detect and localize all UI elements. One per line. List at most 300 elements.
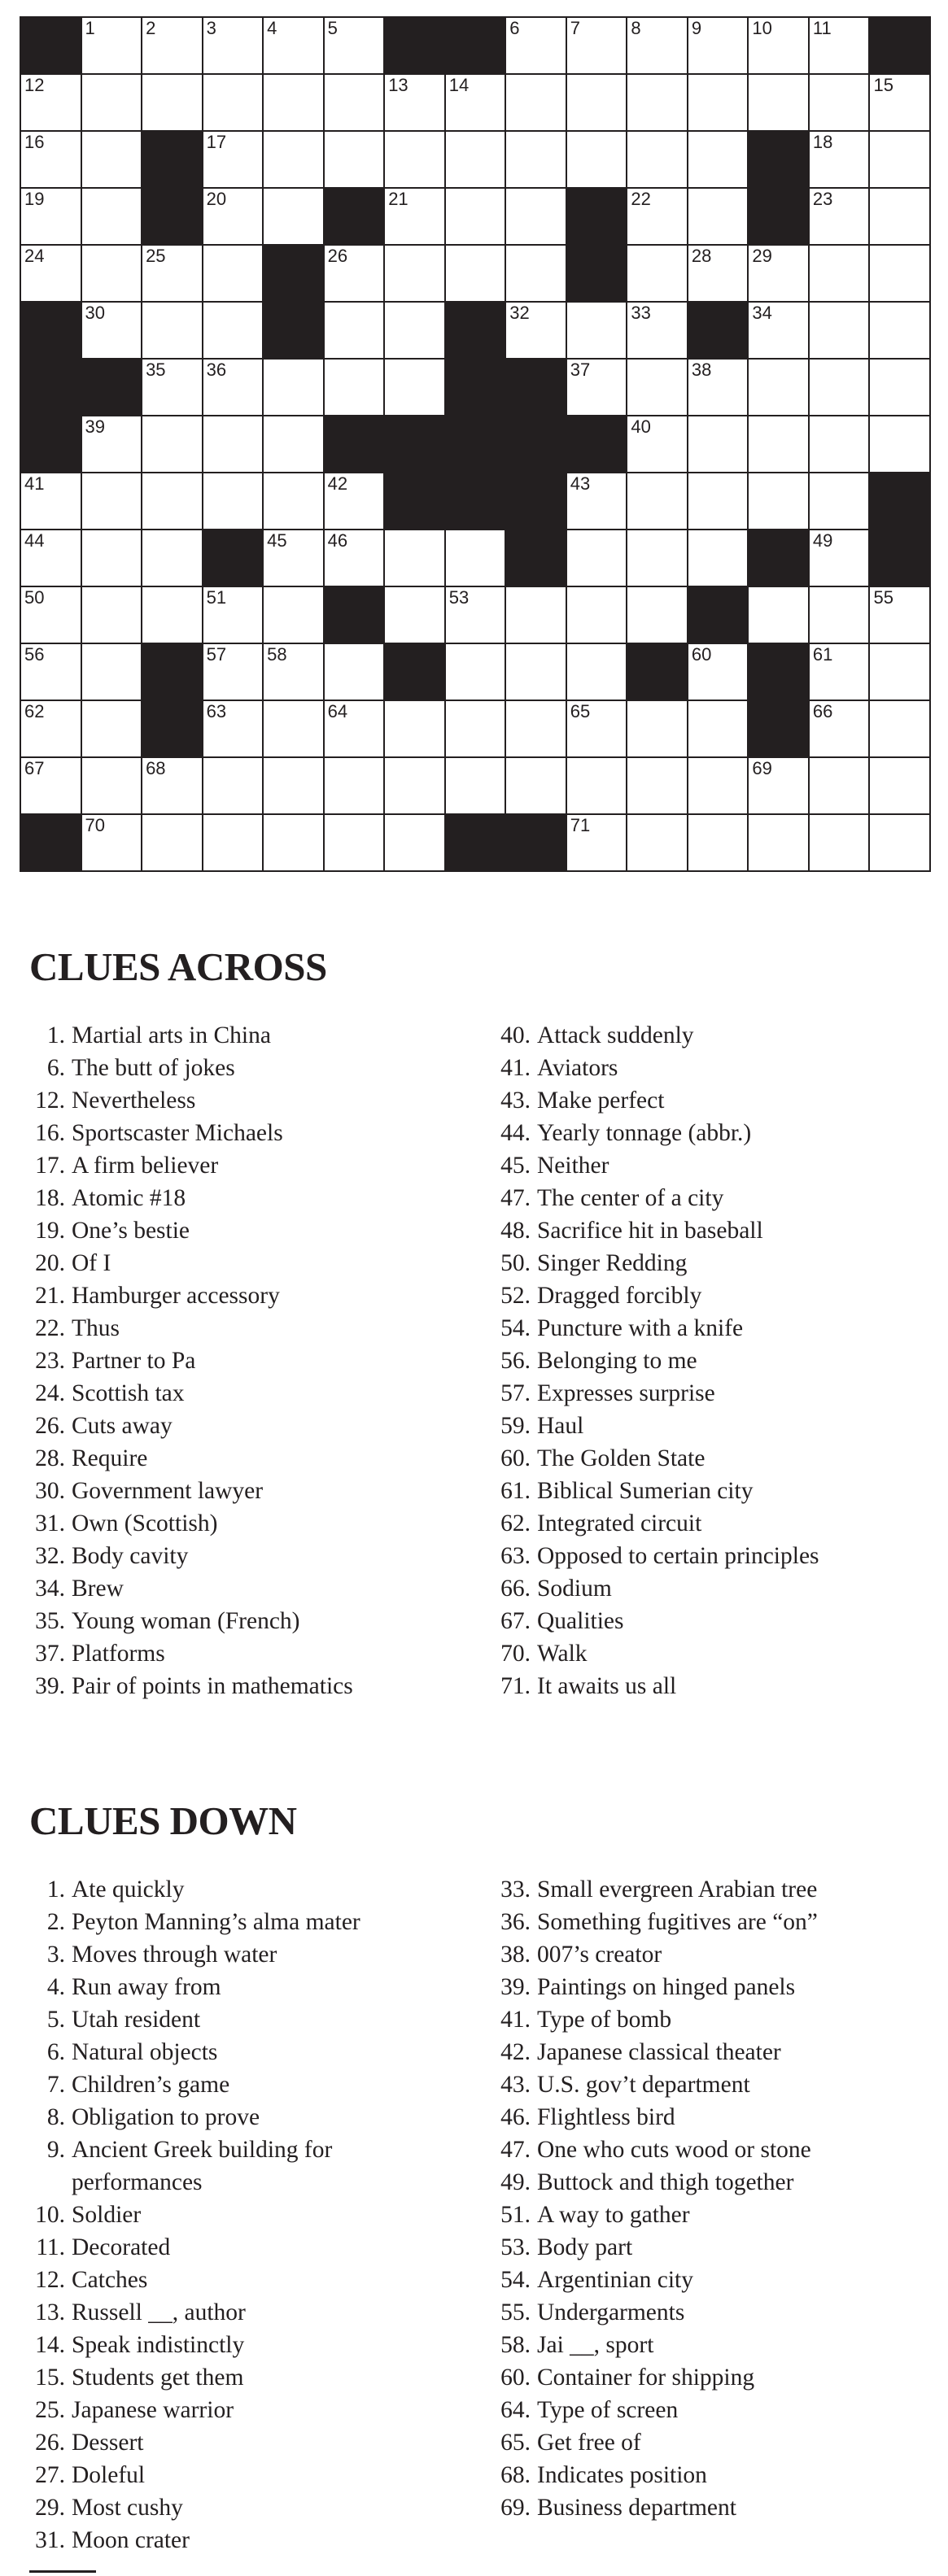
grid-cell[interactable] (567, 815, 627, 870)
clue-item[interactable] (29, 2524, 485, 2556)
grid-cell[interactable] (688, 644, 748, 700)
grid-cell[interactable] (142, 303, 202, 358)
grid-cell[interactable] (627, 758, 687, 813)
grid-cell[interactable] (82, 246, 142, 301)
grid-cell[interactable] (325, 246, 384, 301)
grid-cell[interactable] (870, 416, 929, 472)
clue-item[interactable] (29, 1345, 485, 1377)
grid-cell[interactable] (810, 189, 869, 244)
grid-cell[interactable] (810, 75, 869, 130)
grid-cell[interactable] (385, 758, 444, 813)
grid-cell[interactable] (325, 644, 384, 700)
grid-cell[interactable] (446, 587, 505, 643)
grid-cell[interactable] (385, 360, 444, 415)
grid-cell[interactable] (749, 303, 808, 358)
grid-cell[interactable] (688, 815, 748, 870)
clue-number: 6. (46, 1055, 65, 1081)
clue-item[interactable] (495, 1279, 948, 1312)
grid-cell[interactable] (203, 18, 263, 73)
grid-cell[interactable] (82, 416, 142, 472)
grid-cell[interactable] (264, 815, 323, 870)
cell-number: 60 (691, 644, 712, 665)
grid-cell[interactable] (810, 246, 869, 301)
clue-item[interactable] (29, 1149, 485, 1182)
grid-cell[interactable] (446, 644, 505, 700)
clue-number: 41. (500, 1055, 531, 1081)
clue-item[interactable] (495, 1149, 948, 1182)
grid-cell[interactable] (749, 416, 808, 472)
clue-item[interactable] (495, 1605, 948, 1637)
grid-cell[interactable] (870, 132, 929, 187)
grid-cell[interactable] (82, 189, 142, 244)
clue-item[interactable] (29, 2329, 485, 2361)
clue-item[interactable] (495, 2394, 948, 2426)
grid-cell[interactable] (567, 75, 627, 130)
grid-cell[interactable] (385, 701, 444, 756)
grid-cell[interactable] (264, 189, 323, 244)
clue-item[interactable] (495, 2036, 948, 2068)
clue-item[interactable] (29, 1873, 485, 1906)
grid-cell[interactable] (627, 587, 687, 643)
grid-cell[interactable] (325, 473, 384, 529)
grid-cell[interactable] (627, 18, 687, 73)
clue-number: 11. (36, 2234, 65, 2260)
cell-number: 45 (267, 530, 287, 551)
grid-cell[interactable] (567, 587, 627, 643)
clue-item[interactable] (495, 1873, 948, 1906)
clue-item[interactable] (495, 1410, 948, 1442)
grid-cell[interactable] (567, 473, 627, 529)
grid-cell[interactable] (870, 189, 929, 244)
grid-cell[interactable] (749, 815, 808, 870)
grid-cell[interactable] (870, 587, 929, 643)
grid-cell[interactable] (142, 815, 202, 870)
grid-cell[interactable] (627, 815, 687, 870)
clue-item[interactable] (29, 1475, 485, 1507)
grid-cell[interactable] (627, 530, 687, 586)
clue-item[interactable] (29, 2264, 485, 2296)
grid-cell[interactable] (82, 303, 142, 358)
grid-cell[interactable] (203, 189, 263, 244)
grid-cell[interactable] (810, 416, 869, 472)
clue-item[interactable] (29, 2101, 485, 2134)
grid-cell[interactable] (506, 587, 566, 643)
clue-text: Russell __, author (72, 2299, 246, 2325)
grid-cell[interactable] (325, 132, 384, 187)
grid-cell[interactable] (142, 587, 202, 643)
grid-cell[interactable] (325, 303, 384, 358)
grid-cell[interactable] (627, 473, 687, 529)
clue-item[interactable] (495, 1345, 948, 1377)
clue-item[interactable] (495, 1906, 948, 1938)
grid-cell[interactable] (810, 587, 869, 643)
clue-text: It awaits us all (537, 1673, 677, 1699)
grid-cell[interactable] (688, 75, 748, 130)
grid-cell[interactable] (749, 18, 808, 73)
clue-item[interactable] (29, 1540, 485, 1572)
grid-cell[interactable] (749, 246, 808, 301)
clue-text: Utah resident (72, 2007, 201, 2033)
clue-item[interactable] (495, 1214, 948, 1247)
grid-cell[interactable] (506, 644, 566, 700)
clue-number: 60. (500, 1445, 531, 1471)
grid-cell[interactable] (688, 132, 748, 187)
grid-cell[interactable] (506, 246, 566, 301)
grid-cell[interactable] (203, 758, 263, 813)
grid-cell[interactable] (749, 473, 808, 529)
grid-cell[interactable] (203, 75, 263, 130)
clue-text: Aviators (537, 1055, 618, 1081)
grid-cell[interactable] (385, 530, 444, 586)
grid-cell[interactable] (870, 758, 929, 813)
clue-item[interactable] (495, 1507, 948, 1540)
clue-item[interactable] (495, 1247, 948, 1279)
clue-item[interactable] (495, 2491, 948, 2524)
clue-text: Cuts away (72, 1413, 173, 1439)
clue-item[interactable] (29, 1410, 485, 1442)
grid-cell[interactable] (567, 18, 627, 73)
grid-cell[interactable] (627, 303, 687, 358)
grid-cell[interactable] (506, 132, 566, 187)
clue-item[interactable] (495, 1540, 948, 1572)
grid-cell[interactable] (82, 75, 142, 130)
grid-cell[interactable] (385, 75, 444, 130)
clue-item[interactable] (29, 1247, 485, 1279)
grid-cell[interactable] (325, 18, 384, 73)
grid-cell[interactable] (506, 758, 566, 813)
grid-cell[interactable] (325, 530, 384, 586)
clue-number: 40. (500, 1022, 531, 1048)
clue-item[interactable] (29, 1084, 485, 1117)
grid-cell[interactable] (870, 701, 929, 756)
cell-number: 36 (206, 360, 227, 380)
clue-item[interactable] (29, 2134, 485, 2199)
clue-item[interactable] (495, 1637, 948, 1670)
clue-number: 55. (500, 2299, 531, 2325)
grid-cell[interactable] (506, 303, 566, 358)
grid-cell[interactable] (21, 701, 81, 756)
cell-number: 55 (873, 587, 893, 608)
clue-item[interactable] (495, 2199, 948, 2231)
grid-cell[interactable] (688, 473, 748, 529)
grid-cell[interactable] (688, 360, 748, 415)
grid-cell[interactable] (446, 189, 505, 244)
grid-cell[interactable] (385, 303, 444, 358)
grid-cell[interactable] (203, 416, 263, 472)
clue-number: 58. (500, 2332, 531, 2358)
grid-cell[interactable] (142, 530, 202, 586)
grid-cell[interactable] (82, 587, 142, 643)
grid-cell[interactable] (203, 132, 263, 187)
clue-item[interactable] (495, 2166, 948, 2199)
clue-item[interactable] (29, 1117, 485, 1149)
clue-item[interactable] (495, 2134, 948, 2166)
clue-item[interactable] (29, 2491, 485, 2524)
grid-cell[interactable] (264, 360, 323, 415)
grid-cell[interactable] (446, 132, 505, 187)
grid-cell[interactable] (567, 758, 627, 813)
clue-item[interactable] (495, 1670, 948, 1702)
clue-item[interactable] (495, 1442, 948, 1475)
clue-item[interactable] (495, 1084, 948, 1117)
grid-cell[interactable] (325, 701, 384, 756)
grid-cell[interactable] (21, 758, 81, 813)
grid-cell[interactable] (446, 246, 505, 301)
grid-cell[interactable] (506, 701, 566, 756)
grid-cell[interactable] (506, 189, 566, 244)
clue-item[interactable] (495, 1312, 948, 1345)
grid-block (21, 815, 81, 870)
clue-item[interactable] (495, 2068, 948, 2101)
grid-cell[interactable] (749, 75, 808, 130)
clue-item[interactable] (29, 2296, 485, 2329)
clue-item[interactable] (29, 2459, 485, 2491)
cell-number: 38 (691, 360, 712, 380)
grid-cell[interactable] (506, 75, 566, 130)
cell-number: 22 (631, 189, 651, 209)
clue-item[interactable] (29, 1572, 485, 1605)
clue-item[interactable] (495, 1475, 948, 1507)
grid-block (446, 18, 505, 73)
grid-cell[interactable] (688, 758, 748, 813)
clue-item[interactable] (29, 2426, 485, 2459)
clue-item[interactable] (495, 1938, 948, 1971)
clue-item[interactable] (495, 2296, 948, 2329)
grid-cell[interactable] (264, 416, 323, 472)
grid-cell[interactable] (688, 530, 748, 586)
grid-cell[interactable] (21, 587, 81, 643)
grid-cell[interactable] (264, 473, 323, 529)
clue-item[interactable] (29, 1312, 485, 1345)
grid-cell[interactable] (810, 473, 869, 529)
grid-cell[interactable] (567, 644, 627, 700)
grid-cell[interactable] (810, 758, 869, 813)
grid-cell[interactable] (142, 246, 202, 301)
grid-cell[interactable] (627, 132, 687, 187)
grid-cell[interactable] (264, 644, 323, 700)
grid-cell[interactable] (810, 132, 869, 187)
clue-item[interactable] (29, 2361, 485, 2394)
grid-cell[interactable] (446, 701, 505, 756)
grid-cell[interactable] (870, 644, 929, 700)
clue-item[interactable] (29, 1377, 485, 1410)
clue-item[interactable] (495, 1182, 948, 1214)
clue-item[interactable] (29, 2068, 485, 2101)
clues-across-heading: CLUES ACROSS (29, 944, 327, 989)
clue-item[interactable] (29, 2036, 485, 2068)
grid-cell[interactable] (749, 758, 808, 813)
clue-number: 26. (35, 2430, 65, 2456)
grid-block (506, 416, 566, 472)
grid-cell[interactable] (810, 360, 869, 415)
grid-cell[interactable] (82, 18, 142, 73)
grid-cell[interactable] (567, 701, 627, 756)
clue-item[interactable] (29, 1019, 485, 1052)
grid-cell[interactable] (264, 132, 323, 187)
grid-cell[interactable] (203, 587, 263, 643)
grid-cell[interactable] (870, 815, 929, 870)
grid-cell[interactable] (264, 18, 323, 73)
grid-cell[interactable] (264, 75, 323, 130)
grid-cell[interactable] (385, 189, 444, 244)
clue-text: Indicates position (537, 2462, 707, 2488)
clue-item[interactable] (495, 1971, 948, 2003)
grid-cell[interactable] (810, 303, 869, 358)
grid-cell[interactable] (506, 18, 566, 73)
clue-item[interactable] (495, 1019, 948, 1052)
clue-item[interactable] (29, 1279, 485, 1312)
grid-cell[interactable] (567, 303, 627, 358)
grid-cell[interactable] (142, 473, 202, 529)
clue-item[interactable] (29, 2394, 485, 2426)
grid-cell[interactable] (627, 701, 687, 756)
grid-cell[interactable] (82, 701, 142, 756)
grid-cell[interactable] (21, 75, 81, 130)
clue-item[interactable] (29, 1507, 485, 1540)
clue-item[interactable] (495, 1117, 948, 1149)
grid-cell[interactable] (142, 18, 202, 73)
grid-cell[interactable] (203, 303, 263, 358)
clue-item[interactable] (29, 1442, 485, 1475)
grid-cell[interactable] (203, 246, 263, 301)
clue-item[interactable] (29, 1906, 485, 1938)
clue-item[interactable] (495, 2101, 948, 2134)
grid-cell[interactable] (688, 246, 748, 301)
grid-cell[interactable] (203, 701, 263, 756)
grid-cell[interactable] (567, 530, 627, 586)
grid-cell[interactable] (688, 189, 748, 244)
grid-cell[interactable] (385, 246, 444, 301)
grid-cell[interactable] (82, 644, 142, 700)
clue-number: 65. (500, 2430, 531, 2456)
grid-cell[interactable] (264, 701, 323, 756)
grid-cell[interactable] (82, 132, 142, 187)
clue-item[interactable] (495, 2231, 948, 2264)
clue-item[interactable] (495, 2426, 948, 2459)
clue-text: 007’s creator (537, 1942, 662, 1968)
grid-cell[interactable] (749, 360, 808, 415)
grid-cell[interactable] (142, 758, 202, 813)
grid-cell[interactable] (325, 758, 384, 813)
grid-cell[interactable] (385, 132, 444, 187)
grid-cell[interactable] (325, 75, 384, 130)
grid-cell[interactable] (203, 815, 263, 870)
clue-number: 10. (35, 2202, 65, 2228)
grid-cell[interactable] (82, 473, 142, 529)
clue-item[interactable] (29, 2199, 485, 2231)
grid-cell[interactable] (142, 416, 202, 472)
grid-cell[interactable] (870, 303, 929, 358)
grid-cell[interactable] (688, 18, 748, 73)
grid-cell[interactable] (870, 360, 929, 415)
grid-cell[interactable] (264, 530, 323, 586)
grid-block (203, 530, 263, 586)
clue-item[interactable] (495, 2003, 948, 2036)
clue-item[interactable] (29, 1182, 485, 1214)
grid-block (749, 189, 808, 244)
grid-cell[interactable] (21, 530, 81, 586)
clue-number: 41. (500, 2007, 531, 2033)
grid-cell[interactable] (21, 246, 81, 301)
grid-cell[interactable] (264, 587, 323, 643)
grid-cell[interactable] (203, 360, 263, 415)
grid-cell[interactable] (749, 587, 808, 643)
clue-text: Make perfect (537, 1087, 665, 1114)
grid-cell[interactable] (446, 75, 505, 130)
clue-item[interactable] (29, 1938, 485, 1971)
grid-cell[interactable] (203, 473, 263, 529)
clue-item[interactable] (29, 1971, 485, 2003)
grid-cell[interactable] (325, 815, 384, 870)
cell-number: 21 (388, 189, 408, 209)
clue-item[interactable] (495, 1377, 948, 1410)
grid-cell[interactable] (810, 701, 869, 756)
grid-block (567, 246, 627, 301)
grid-cell[interactable] (21, 644, 81, 700)
clue-item[interactable] (495, 2264, 948, 2296)
grid-cell[interactable] (21, 473, 81, 529)
clue-item[interactable] (495, 1572, 948, 1605)
clue-number: 36. (500, 1909, 531, 1935)
grid-cell[interactable] (567, 132, 627, 187)
grid-cell[interactable] (688, 416, 748, 472)
clue-text: Thus (72, 1315, 120, 1341)
grid-cell[interactable] (82, 758, 142, 813)
clue-item[interactable] (495, 2329, 948, 2361)
clue-number: 16. (35, 1120, 65, 1146)
grid-cell[interactable] (203, 644, 263, 700)
grid-cell[interactable] (627, 360, 687, 415)
grid-cell[interactable] (870, 246, 929, 301)
grid-cell[interactable] (627, 246, 687, 301)
grid-cell[interactable] (142, 75, 202, 130)
clue-item[interactable] (29, 1052, 485, 1084)
grid-cell[interactable] (567, 360, 627, 415)
grid-cell[interactable] (325, 360, 384, 415)
grid-cell[interactable] (627, 189, 687, 244)
clue-item[interactable] (29, 1670, 485, 1702)
clue-item[interactable] (29, 2231, 485, 2264)
clue-item[interactable] (495, 1052, 948, 1084)
grid-cell[interactable] (264, 758, 323, 813)
grid-cell[interactable] (627, 416, 687, 472)
grid-cell[interactable] (446, 758, 505, 813)
grid-cell[interactable] (82, 530, 142, 586)
clue-item[interactable] (29, 2003, 485, 2036)
grid-cell[interactable] (142, 360, 202, 415)
grid-cell[interactable] (385, 815, 444, 870)
grid-cell[interactable] (810, 530, 869, 586)
grid-cell[interactable] (82, 815, 142, 870)
clue-item[interactable] (29, 1605, 485, 1637)
grid-cell[interactable] (688, 701, 748, 756)
grid-cell[interactable] (870, 75, 929, 130)
clue-text: Own (Scottish) (72, 1510, 218, 1536)
clue-item[interactable] (495, 2459, 948, 2491)
grid-cell[interactable] (21, 189, 81, 244)
grid-cell[interactable] (810, 18, 869, 73)
grid-cell[interactable] (810, 815, 869, 870)
clue-item[interactable] (495, 2361, 948, 2394)
grid-block (446, 815, 505, 870)
clue-item[interactable] (29, 1637, 485, 1670)
grid-cell[interactable] (446, 530, 505, 586)
grid-cell[interactable] (385, 587, 444, 643)
clue-item[interactable] (29, 1214, 485, 1247)
grid-cell[interactable] (627, 75, 687, 130)
grid-cell[interactable] (21, 132, 81, 187)
grid-cell[interactable] (810, 644, 869, 700)
